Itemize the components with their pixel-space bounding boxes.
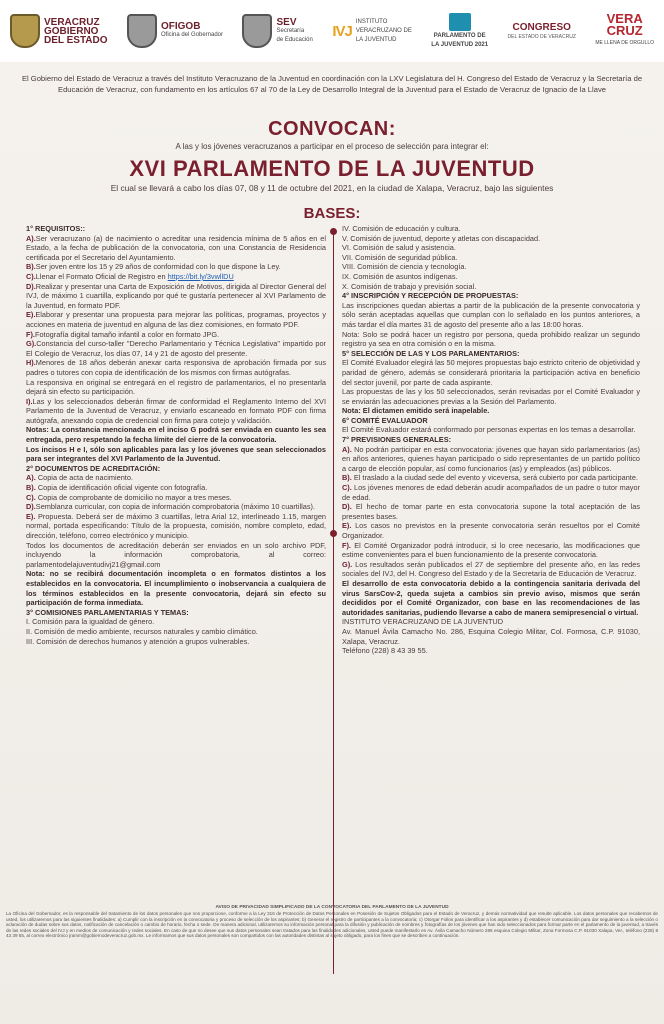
list-item: IX. Comisión de asuntos indígenas. (342, 271, 458, 281)
section-heading: 3° COMISIONES PARLAMENTARIAS Y TEMAS: (26, 607, 189, 617)
veracruz-mark-logo (595, 13, 654, 49)
paragraph: Las propuestas de las y los 50 seleccionados, serán revisadas por el Comité Evaluador y se enviarán las adecuaciones previas a la Sesión del Parlamento. (342, 387, 640, 406)
logo-text: PARLAMENTO DE (433, 32, 486, 39)
right-column (342, 224, 640, 656)
section-heading: 2° DOCUMENTOS DE ACREDITACIÓN: (26, 463, 161, 473)
logo-text: GOBIERNO (44, 25, 99, 37)
logo-text: LA JUVENTUD 2021 (431, 41, 489, 48)
list-item: E). Los casos no previstos en la presente convocatoria serán resueltos por el Comité Organizador. (342, 521, 640, 540)
paragraph: Todos los documentos de acreditación deberán ser enviados en un solo archivo PDF, incluyendo la información comprobatoria, al correo: parlamentodelajuventudivj21@gmail.com (26, 540, 326, 569)
paragraph: La responsiva en original se entregará en el registro de parlamentarios, el no presentarla dejará sin efecto su participación. (26, 377, 326, 397)
content (0, 62, 664, 1024)
coat-of-arms-icon (10, 14, 40, 48)
ivj-logo (332, 18, 412, 45)
paragraph: El Comité Evaluador elegirá las 50 mejores propuestas bajo estricto criterio de objetividad y paridad de género, además se considerará prioritaria la participación activa en beneficio del sector juvenil, por parte de cada aspirante. (342, 358, 640, 387)
left-column (26, 224, 326, 646)
section-heading: 4° INSCRIPCIÓN Y RECEPCIÓN DE PROPUESTAS: (342, 291, 519, 301)
convocan-heading: CONVOCAN: (268, 118, 396, 140)
intro-paragraph: El Gobierno del Estado de Veracruz a través del Instituto Veracruzano de la Juventud en coordinación con la LXV Legislatura del H. Congreso del Estado de Veracruz y la Secretaría de Educación de Veracruz, con fundamento en los artículos 67 al 70 de la Ley de Desarrollo Integral de la Juventud para el Estado de Veracruz de Ignacio de la Llave (21, 74, 643, 94)
list-item: VI. Comisión de salud y asistencia. (342, 243, 456, 253)
bases-heading: BASES: (303, 205, 361, 222)
logo-text: Secretaría (276, 27, 305, 34)
logo-text: VERACRUZANO DE (355, 27, 412, 34)
ofigob-logo (127, 14, 223, 48)
logo-text: LA JUVENTUD (355, 36, 397, 43)
column-divider (333, 230, 334, 974)
list-item: C).Llenar el Formato Oficial de Registro en https://bit.ly/3vwllDU (26, 271, 234, 281)
privacy-notice-text: La Oficina del Gobernador, es la responsable del tratamiento de los datos personales que nos proporcione, conforme a la Ley 316 de Protección de Datos Personales en Posesión de Sujetos Obligados para el Estado de Veracruz, y demás normatividad que resulte aplicable. Los datos personales que recabemos de usted, los utilizaremos para las siguientes finalidades: a) Cumplir con la inscripción en la convocatoria y proceso de selección de los aspirantes; b) Generar el registro de participantes a la convocatoria; c) Otorgar Folios para identificar a los aspirantes y d) establecer comunicación para dar seguimiento a la selección o aclaración de dudas sobre sus datos, notificación de cancelación o cambio de horario, fecha o sede. De manera adicional, utilizaremos su información personal para la difusión y publicación de nombres y fotografías de los jóvenes que han sido seleccionados para formar parte en el parlamento de la juventud, a través de las redes sociales del IVJ y en medios de comunicación y redes sociales. En caso de que no desee que sus datos personales sean tratados para las finalidades adicionales, usted puede manifestarlo en Av. Ávila Camacho Número 286 esquina Colegio Militar, Zona Formosa C.P. 91030 Xalapa, Ver., teléfono (228) 8 43 39 55, al correo electrónico jramm@gobiernodeveracruz.gob.mx. Le informamos que sus datos personales son compartidos con las autoridades distintas al sujeto obligado, para los fines que se describen a continuación. (6, 911, 658, 939)
convocan-subtitle: A las y los jóvenes veracruzanos a participar en el proceso de selección para integrar el: (175, 142, 489, 151)
list-item: I).Las y los seleccionados deberán firmar de conformidad el Reglamento Interno del XVI Parlamento de la Juventud de Veracruz, y enviarlo escaneado en formato PDF con firma autógrafa, anexando copia de credencial con firma para cotejo y validación. (26, 396, 326, 425)
list-item: C). Copia de comprobante de domicilio no mayor a tres meses. (26, 492, 232, 502)
list-item: A). Copia de acta de nacimiento. (26, 473, 133, 483)
privacy-notice-title: AVISO DE PRIVACIDAD SIMPLIFICADO DE LA CONVOCATORIA DEL PARLAMENTO DE LA JUVENTUD (215, 905, 449, 910)
ivj-mark: IVJ (332, 22, 352, 40)
logo-bar (0, 0, 664, 62)
list-item: G). Los resultados serán publicados el 27 de septiembre del presente año, en las redes sociales del IVJ, del H. Congreso del Estado y de la Secretaría de Educación de Veracruz. (342, 559, 640, 579)
parlamento-logo (431, 13, 488, 50)
list-item: VII. Comisión de seguridad pública. (342, 252, 458, 262)
congreso-logo (508, 23, 576, 40)
list-item: II. Comisión de medio ambiente, recursos naturales y cambio climático. (26, 626, 258, 636)
list-item: A).Ser veracruzano (a) de nacimiento o acreditar una residencia mínima de 5 años en el Estado, a la fecha de publicación de la convocatoria, con una Constancia de Residencia certificada por el Secretario del Ayuntamiento. (26, 233, 326, 262)
note: Nota: Solo se podrá hacer un registro por persona, queda prohibido realizar un segundo registro ya sea en otra comisión o en la misma. (342, 329, 640, 349)
section-heading: 6° COMITÉ EVALUADOR (342, 415, 428, 425)
coat-of-arms-icon (242, 14, 272, 48)
veracruz-gobierno-logo (10, 14, 108, 48)
list-item: D). El hecho de tomar parte en esta convocatoria supone la total aceptación de las presentes bases. (342, 502, 640, 521)
logo-text: INSTITUTO (355, 18, 388, 25)
logo-text: VERA (606, 11, 643, 26)
main-title: XVI PARLAMENTO DE LA JUVENTUD (129, 156, 535, 181)
privacy-notice (6, 905, 658, 938)
list-item: B).Ser joven entre los 15 y 29 años de conformidad con lo que dispone la Ley. (26, 262, 281, 272)
logo-text: Oficina del Gobernador (160, 32, 224, 38)
sev-logo (242, 14, 312, 48)
logo-text: CRUZ (606, 23, 643, 38)
list-item: IV. Comisión de educación y cultura. (342, 224, 461, 233)
logo-text: OFIGOB (160, 21, 201, 32)
list-item: G).Constancia del curso-taller "Derecho Parlamentario y Técnica Legislativa" impartido por El Colegio de Veracruz, los días 07, 14 y 21 de agosto del presente. (26, 339, 326, 358)
logo-text: DEL ESTADO DE VERACRUZ (507, 33, 576, 40)
coat-of-arms-icon (127, 14, 157, 48)
dates-line: El cual se llevará a cabo los días 07, 08 y 11 de octubre del 2021, en la ciudad de Xalapa, Veracruz, bajo las siguientes (110, 183, 554, 193)
list-item: III. Comisión de derechos humanos y atención a grupos vulnerables. (26, 636, 250, 646)
covid-notice: El desarrollo de esta convocatoria debido a la contingencia sanitaria derivada del virus SarsCov-2, queda sujeta a cambios sin previo aviso, mismos que serán decididos por el Comité Organizador, con base en las recomendaciones de las autoridades sanitarias, pudiendo llevarse a cabo de manera semipresencial o virtual. (342, 578, 640, 617)
bases-columns (26, 224, 640, 976)
list-item: E).Elaborar y presentar una propuesta para mejorar las políticas, programas, proyectos y acciones en materia de juventud en alguna de las diez comisiones, en formato PDF. (26, 310, 326, 329)
book-icon (449, 13, 471, 31)
list-item: C). Los jóvenes menores de edad deberán acudir acompañados de un padre o tutor mayor de edad. (342, 483, 640, 502)
logo-text: DEL ESTADO (44, 34, 108, 46)
list-item: A). No podrán participar en esta convocatoria: jóvenes que hayan sido parlamentarios (as) en años anteriores, quienes hayan participado o sido representantes de un partido político a cargo de elección popular, así como funcionarios (as) y empleados (as) públicos. (342, 444, 640, 473)
section-heading: 5° SELECCIÓN DE LAS Y LOS PARLAMENTARIOS: (342, 348, 520, 358)
section-heading: 1° REQUISITOS:: (26, 224, 86, 233)
list-item: D).Realizar y presentar una Carta de Exposición de Motivos, dirigida al Director General del IVJ, de máximo 1 cuartilla, explicando por qué te gustaría pertenecer al XVI Parlamento de la Juventud, en formato PDF. (26, 281, 326, 310)
address-line: Teléfono (228) 8 43 39 55. (342, 646, 428, 656)
list-item: X. Comisión de trabajo y previsión social. (342, 281, 477, 291)
note: Notas: La constancia mencionada en el inciso G podrá ser enviada en cuanto les sea entregada, pero respetando la fecha límite del cierre de la convocatoria. (26, 425, 326, 445)
paragraph: El Comité Evaluador estará conformado por personas expertas en los temas a desarrollar. (342, 425, 636, 435)
list-item: D).Semblanza curricular, con copia de información comprobatoria (máximo 10 cuartillas). (26, 502, 315, 512)
logo-text: de Educación (276, 36, 313, 43)
section-heading: 7° PREVISIONES GENERALES: (342, 435, 452, 445)
logo-text: VERACRUZ (44, 16, 100, 28)
list-item: F).Fotografía digital tamaño infantil a color en formato JPG. (26, 329, 220, 339)
list-item: I. Comisión para la igualdad de género. (26, 617, 155, 627)
note: Nota: no se recibirá documentación incompleta o en formatos distintos a los establecidos en la convocatoria. El incumplimiento o inobservancia a cualquiera de los términos establecidos en la presente convocatoria, dejará sin efecto su participación de forma inmediata. (26, 569, 326, 608)
address-line: Av. Manuel Ávila Camacho No. 286, Esquina Colegio Militar, Col. Formosa, C.P. 91030, Xalapa, Veracruz. (342, 626, 640, 646)
logo-text: CONGRESO (512, 21, 571, 33)
list-item: H).Menores de 18 años deberán anexar carta responsiva de aprobación firmada por sus padres o tutores con copia de identificación de los mismos con firmas autógrafas. (26, 358, 326, 377)
list-item: F). El Comité Organizador podrá introducir, si lo cree necesario, las modificaciones que estime convenientes para el buen funcionamiento de la presente convocatoria. (342, 540, 640, 560)
registration-link[interactable]: https://bit.ly/3vwllDU (167, 271, 234, 281)
note: Nota: El dictamen emitido será inapelable. (342, 406, 490, 416)
list-item: B). El traslado a la ciudad sede del evento y viceversa, será cubierto por cada participante. (342, 473, 638, 483)
list-item: E). Propuesta. Deberá ser de máximo 3 cuartillas, letra Arial 12, interlineado 1.15, margen normal, portada especificando: Título de la propuesta, comisión, nombre completo, edad, dirección, teléfono, correo electrónico y municipio. (26, 511, 326, 540)
list-item: V. Comisión de juventud, deporte y atletas con discapacidad. (342, 233, 541, 243)
list-item: B). Copia de identificación oficial vigente con fotografía. (26, 483, 208, 493)
logo-text: SEV (276, 16, 297, 28)
address-line: INSTITUTO VERACRUZANO DE LA JUVENTUD (342, 617, 504, 627)
logo-text: ME LLENA DE ORGULLO (595, 40, 654, 46)
paragraph: Las inscripciones quedan abiertas a partir de la publicación de la presente convocatoria y sólo serán aceptadas aquellas que cumplan con lo señalado en los puntos anteriores, a más tardar el día martes 31 de agosto del presente año a las 18:00 horas. (342, 300, 640, 329)
note: Los incisos H e I, sólo son aplicables para las y los jóvenes que sean seleccionados para ser integrantes del XVI Parlamento de la Juventud. (26, 444, 326, 464)
list-item: VIII. Comisión de ciencia y tecnología. (342, 262, 467, 272)
